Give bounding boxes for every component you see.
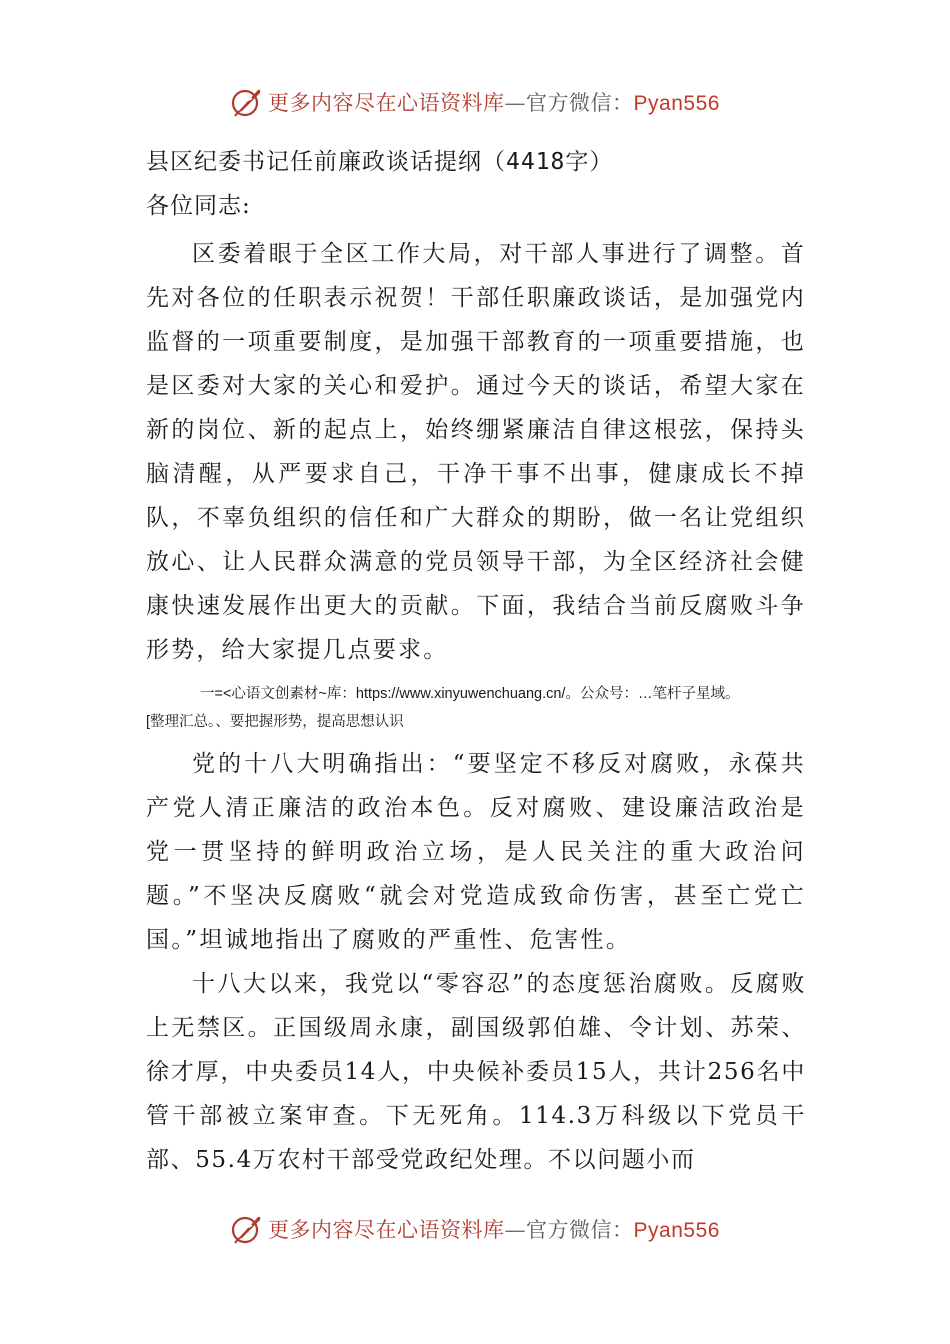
- footer-banner-wechat-id: Pyan556: [633, 1219, 720, 1242]
- header-banner-wechat-label: 官方微信：: [526, 91, 634, 115]
- footer-banner-text: [268, 1214, 720, 1244]
- header-banner-wechat-id: Pyan556: [633, 92, 720, 115]
- paragraph-3: 十八大以来，我党以“零容忍”的态度惩治腐败。反腐败上无禁区。正国级周永康，副国级郭伯雄、令计划、苏荣、徐才厚，中央委员14人，中央候补委员15人，共计256名中管干部被立案审查。下无死角。114.3万科级以下党员干部、55.4万农村干部受党政纪处理。不以问题小而: [146, 971, 806, 1173]
- watermark-line-1: 一=<心语文创素材~库：https://www.xinyuwenchuang.cn/。公众号：…笔杆子星域。: [200, 686, 740, 702]
- title-word-count: 4418: [506, 149, 566, 175]
- footer-banner-separator: —: [504, 1218, 527, 1242]
- quill-logo-icon: [230, 85, 264, 119]
- paragraph-1: 区委着眼于全区工作大局，对干部人事进行了调整。首先对各位的任职表示祝贺！干部任职廉政谈话，是加强党内监督的一项重要制度，是加强干部教育的一项重要措施，也是区委对大家的关心和爱护。通过今天的谈话，希望大家在新的岗位、新的起点上，始终绷紧廉洁自律这根弦，保持头脑清醒，从严要求自己，干净干事不出事，健康成长不掉队，不辜负组织的信任和广大群众的期盼，做一名让党组织放心、让人民群众满意的党员领导干部，为全区经济社会健康快速发展作出更大的贡献。下面，我结合当前反腐败斗争形势，给大家提几点要求。: [146, 241, 806, 663]
- title-main: 县区纪委书记任前廉政谈话提纲（: [146, 149, 506, 175]
- title-end: 字）: [565, 149, 614, 175]
- header-banner-separator: —: [504, 91, 527, 115]
- header-banner-text: [268, 87, 720, 117]
- header-banner-slogan: 更多内容尽在心语资料库: [268, 91, 505, 115]
- document-title: [146, 140, 806, 184]
- quill-logo-icon: [230, 1212, 264, 1246]
- footer-banner: [0, 1209, 950, 1249]
- document-body: [146, 140, 806, 1182]
- header-banner: [0, 82, 950, 122]
- salutation: 各位同志:: [146, 193, 251, 219]
- watermark-line-2: [整理汇总。、要把握形势，提高思想认识: [146, 714, 404, 730]
- paragraph-2: 党的十八大明确指出：“要坚定不移反对腐败，永葆共产党人清正廉洁的政治本色。反对腐败、建设廉洁政治是党一贯坚持的鲜明政治立场，是人民关注的重大政治问题。”不坚决反腐败“就会对党造成致命伤害，甚至亡党亡国。”坦诚地指出了腐败的严重性、危害性。: [146, 751, 806, 953]
- footer-banner-wechat-label: 官方微信：: [526, 1218, 634, 1242]
- footer-banner-slogan: 更多内容尽在心语资料库: [268, 1218, 505, 1242]
